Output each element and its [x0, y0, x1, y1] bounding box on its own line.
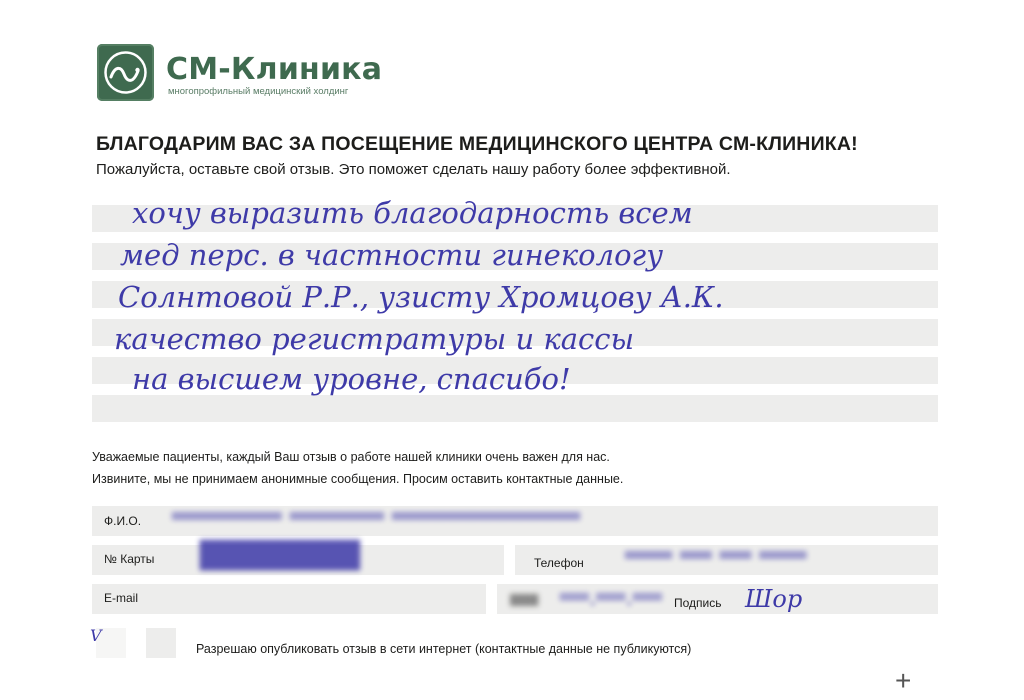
- fio-value-redacted: ═══════ ══════ ════════════: [172, 502, 580, 532]
- consent-label: Разрешаю опубликовать отзыв в сети интернет (контактные данные не публикуются): [196, 642, 692, 656]
- signature-value: Шор: [745, 585, 803, 613]
- review-handwritten-line: хочу выразить благодарность всем: [132, 196, 693, 230]
- clinic-logo-icon: [97, 44, 154, 101]
- email-label: E-mail: [104, 591, 139, 605]
- review-handwritten-line: Солнтовой Р.Р., узисту Хромцову А.К.: [118, 280, 724, 314]
- phone-label: Телефон: [534, 556, 584, 570]
- notice-line: Уважаемые пациенты, каждый Ваш отзыв о работе нашей клиники очень важен для нас.: [92, 450, 610, 464]
- fio-label: Ф.И.О.: [104, 514, 142, 528]
- review-handwritten-line: качество регистратуры и кассы: [114, 322, 635, 356]
- phone-value-redacted: ═══ ══ ══ ═══: [625, 541, 807, 571]
- brand-name: СМ-Клиника: [166, 52, 383, 87]
- consent-checkbox[interactable]: [146, 628, 176, 658]
- check-mark: V: [90, 626, 102, 645]
- card-number-value-redacted: ████████: [200, 541, 360, 571]
- brand-tagline: многопрофильный медицинский холдинг: [168, 86, 349, 97]
- form-title: БЛАГОДАРИМ ВАС ЗА ПОСЕЩЕНИЕ МЕДИЦИНСКОГО ЦЕНТРА СМ-КЛИНИКА!: [96, 133, 858, 155]
- notice-line: Извините, мы не принимаем анонимные сообщения. Просим оставить контактные данные.: [92, 472, 624, 486]
- review-text-area[interactable]: [92, 194, 938, 438]
- email-field[interactable]: [92, 584, 486, 614]
- card-number-label: № Карты: [104, 552, 155, 566]
- signature-label: Подпись: [674, 596, 722, 610]
- date-value-redacted: ══.══.══: [560, 583, 662, 611]
- corner-plus-mark: +: [895, 665, 912, 696]
- review-ruled-line: [92, 395, 938, 422]
- review-handwritten-line: мед перс. в частности гинекологу: [120, 238, 664, 272]
- review-handwritten-line: на высшем уровне, спасибо!: [132, 362, 571, 396]
- form-subtitle: Пожалуйста, оставьте свой отзыв. Это поможет сделать нашу работу более эффективной.: [96, 161, 731, 178]
- date-label-redacted: ████: [510, 595, 539, 606]
